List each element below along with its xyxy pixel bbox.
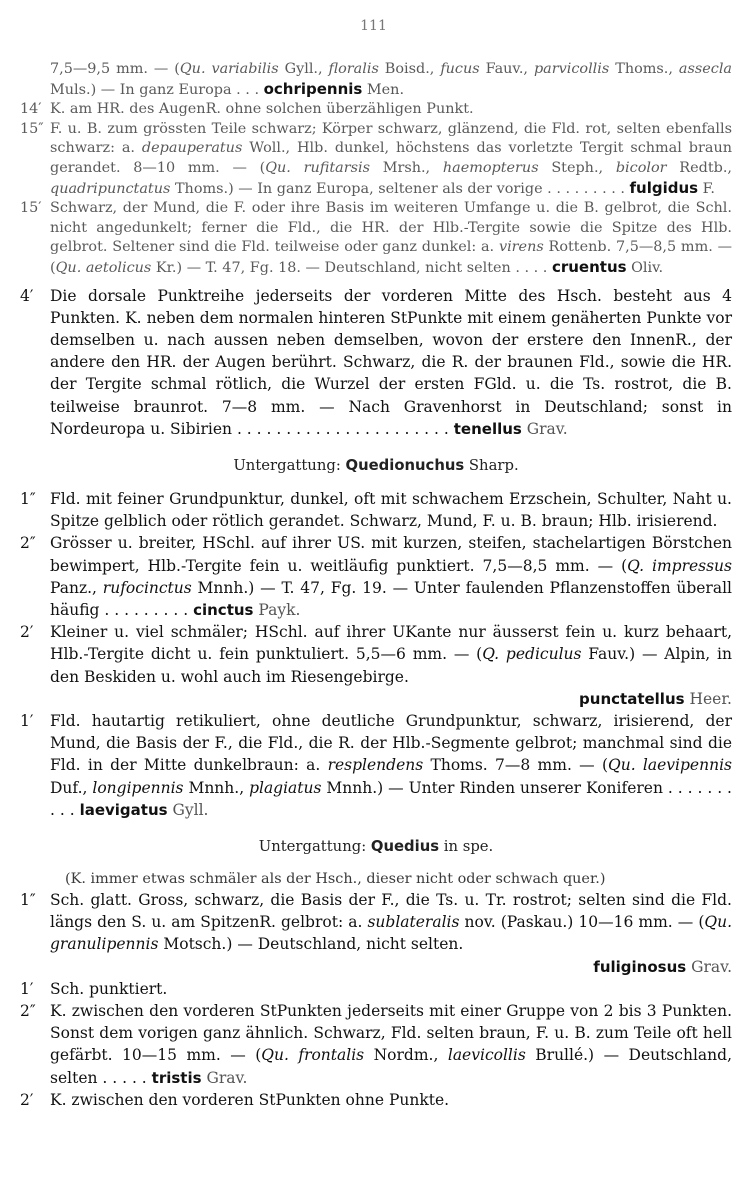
entry-text: Motsch.) — Deutschland, nicht selten. [158, 935, 464, 954]
key-entry [20, 199, 732, 278]
species-author: Men. [362, 81, 405, 98]
key-entry [20, 621, 732, 710]
entry-text: Boisd., [378, 61, 441, 77]
species-label [629, 178, 716, 197]
species-synonym: laevicollis [447, 1046, 526, 1065]
key-entry [20, 120, 732, 199]
entry-text: Die dorsale Punktreihe jederseits der vorderen Mitte des Hsch. besteht aus 4 Punkten. K. neben dem normalen hinteren StPunkte mit einem genäherten Punkte vor demselben u. nach aussen neben demselben, wovon der erstere den InnenR., der andere den HR. der Augen berührt. Schwarz, die R. der braunen Fld., sowie die HR. der Tergite schmal rötlich, die Wurzel der ersten FGld. u. die Ts. rostrot, die B. teilweise braunrot. 7—8 mm. — Nach Gravenhorst in Deutschland; sonst in Nordeuropa u. Sibirien . . . . . . . . . . . . . . . . . . . . . . [50, 286, 732, 438]
key-entry [20, 978, 732, 1000]
key-number: 1″ [20, 489, 36, 508]
entry-text: 7,5—9,5 mm. — ( [50, 61, 180, 77]
entry-text: nov. (Paskau.) 10—16 mm. — ( [459, 913, 705, 932]
entry-text: Woll., Hlb. dunkel, höchstens das vorletzte Tergit schmal braun gerandet. 8—10 mm. — ( [50, 140, 732, 176]
block-quedius-key-part [20, 60, 732, 279]
subgenus-note: (K. immer etwas schmäler als der Hsch., dieser nicht oder schwach quer.) [65, 871, 606, 887]
subgenus-prefix: Untergattung: [233, 456, 346, 474]
species-synonym: Qu. rufitarsis [265, 159, 370, 176]
species-name: ochripennis [263, 79, 363, 98]
entry-text: K. zwischen den vorderen StPunkten jederseits mit einer Gruppe von 2 bis 3 Punkten. Sonst dem vorigen ganz ähnlich. Schwarz, Fld. selten braun, F. u. B. zum Teile oft hell gefärbt. 10—15 mm. — ( [50, 1002, 732, 1065]
species-label [50, 688, 732, 710]
entry-text: Duf., [50, 778, 93, 797]
entry-text: Mnnh.) — Unter Rinden unserer Koniferen . . . . . . . . . . [50, 778, 732, 819]
species-synonym: Qu. aetolicus [55, 259, 152, 276]
species-synonym: fucus [440, 61, 480, 77]
species-synonym: virens [498, 239, 544, 256]
subgenus-prefix: Untergattung: [258, 838, 371, 855]
entry-text: F. u. B. zum grössten Teile schwarz; Körper schwarz, glänzend, die Fld. rot, selten ebenfalls schwarz: a. [50, 120, 732, 157]
entry-text: Sch. glatt. Gross, schwarz, die Basis der F., die Ts. u. Tr. rostrot; selten sind die Fld. längs den S. u. am SpitzenR. gelbrot: a. [50, 891, 732, 932]
key-entry [20, 1089, 732, 1111]
species-name: laevigatus [79, 800, 168, 819]
key-entry [20, 100, 732, 120]
key-number: 4′ [20, 286, 34, 305]
key-number: 15″ [20, 120, 44, 137]
entry-text: Panz., [50, 578, 103, 597]
key-entry [20, 710, 732, 821]
key-number: 1″ [20, 891, 36, 909]
species-author: Grav. [201, 1068, 248, 1087]
species-author: Oliv. [626, 259, 664, 276]
species-label [152, 1069, 248, 1087]
species-label [551, 257, 664, 276]
entry-text: Grösser u. breiter, HSchl. auf ihrer US. mit kurzen, steifen, stachelartigen Börstchen bewimpert, Hlb.-Tergite fein u. weitläufig punktiert. 7,5—8,5 mm. — ( [50, 534, 732, 575]
species-synonym: parvicollis [533, 61, 610, 77]
species-synonym: haemopterus [442, 159, 539, 176]
species-author: Grav. [521, 419, 568, 438]
entry-text: Steph., [538, 159, 616, 176]
entry-text: Brullé.) — Deutschland, selten . . . . . [50, 1046, 732, 1087]
key-number: 1′ [20, 979, 34, 998]
species-synonym: plagiatus [249, 778, 322, 797]
species-author: Payk. [253, 600, 301, 619]
entry-text: Fld. hautartig retikuliert, ohne deutliche Grundpunktur, schwarz, irisierend, der Mund, die Basis der F., die Fld., die R. der Hlb.-Segmente gelbrot; manchmal sind die Fld. in der Mitte dunkelbraun: a. [50, 711, 732, 775]
entry-text: Kleiner u. viel schmäler; HSchl. auf ihrer UKante nur äusserst fein u. kurz behaart, Hlb.-Tergite dicht u. fein punktuliert. 5,5—6 mm. — ( [50, 623, 732, 664]
entry-text: Mnnh., [183, 778, 250, 797]
page-number: 111 [360, 18, 387, 34]
key-entry [20, 488, 732, 532]
species-synonym: assecla [678, 61, 732, 77]
key-number: 2″ [20, 1002, 36, 1021]
key-number: 2″ [20, 534, 36, 553]
species-synonym: rufocinctus [102, 578, 192, 597]
species-name: fulgidus [629, 178, 699, 197]
key-number: 2′ [20, 623, 34, 642]
subgenus-name: Quedius [370, 838, 440, 855]
entry-text: Nordm., [364, 1046, 448, 1065]
species-synonym: resplendens [327, 756, 424, 775]
species-synonym: longipennis [92, 778, 184, 797]
entry-text: Rottenb. 7,5—8,5 mm. — ( [50, 239, 732, 276]
entry-text: K. am HR. des AugenR. ohne solchen überzähligen Punkt. [50, 101, 474, 118]
subgenus-heading-quedius [20, 837, 732, 857]
key-entry [20, 889, 732, 978]
key-entry [20, 285, 732, 440]
entry-text: Fauv.) — Alpin, in den Beskiden u. wohl auch im Riesengebirge. [50, 645, 732, 686]
species-synonym: depauperatus [141, 140, 243, 157]
species-synonym: floralis [328, 61, 379, 77]
key-number: 2′ [20, 1090, 34, 1109]
species-name: tristis [151, 1068, 202, 1087]
entry-text: Fauv., [479, 61, 534, 77]
species-name: tenellus [453, 419, 522, 438]
key-entry [20, 1000, 732, 1089]
entry-text: Fld. mit feiner Grundpunktur, dunkel, oft mit schwachem Erzschein, Schulter, Naht u. Spitze gelblich oder rötlich gerandet. Schwarz, Mund, F. u. B. braun; Hlb. irisierend. [50, 489, 732, 531]
entry-text: Redtb., [666, 159, 732, 176]
entry-text: Thoms. 7—8 mm. — ( [423, 756, 609, 775]
subgenus-author: in spe. [439, 838, 494, 855]
species-synonym: bicolor [615, 159, 667, 176]
entry-text: Mrsh., [369, 159, 443, 176]
species-synonym: Qu. laevipennis [608, 756, 732, 775]
species-synonym: Qu. granulipennis [50, 913, 732, 954]
species-name: cruentus [551, 257, 627, 276]
species-label [454, 420, 568, 438]
species-synonym: sublateralis [367, 913, 460, 932]
entry-text: Sch. punktiert. [50, 979, 168, 998]
key-entry [20, 60, 732, 100]
key-number: 14′ [20, 101, 42, 118]
species-synonym: Q. pediculus [482, 645, 582, 664]
species-label [193, 601, 300, 619]
species-synonym: Qu. variabilis [179, 61, 279, 77]
entry-text: Kr.) — T. 47, Fg. 18. — Deutschland, nicht selten . . . . [151, 259, 552, 276]
species-author: F. [698, 180, 716, 197]
species-synonym: Q. impressus [627, 556, 732, 575]
key-number: 1′ [20, 711, 34, 730]
entry-text: Mnnh.) — T. 47, Fg. 19. — Unter faulenden Pflanzenstoffen überall häufig . . . . . . . . . [50, 578, 733, 619]
species-label [50, 956, 732, 978]
entry-text: Thoms.) — In ganz Europa, seltener als der vorige . . . . . . . . . [170, 180, 630, 197]
species-name: cinctus [193, 600, 254, 619]
entry-text: Muls.) — In ganz Europa . . . [50, 81, 264, 98]
species-name: punctatellus [579, 689, 685, 708]
species-author: Heer. [684, 689, 732, 708]
key-number: 15′ [20, 200, 42, 217]
key-entry [20, 532, 732, 621]
block-tenellus [20, 285, 732, 440]
subgenus-heading-quedionuchus [20, 456, 732, 476]
entry-text: Schwarz, der Mund, die F. oder ihre Basis im weiteren Umfange u. die B. gelbrot, die Schl. nicht angedunkelt; ferner die Fld., die HR. der Hlb.-Tergite sowie die Spitze des Hlb. gelbrot. Seltener sind die Fld. teilweise oder ganz dunkel: a. [50, 200, 732, 256]
species-author: Grav. [686, 957, 732, 976]
species-synonym: quadripunctatus [50, 180, 171, 197]
species-name: fuliginosus [593, 957, 687, 976]
subgenus-author: Sharp. [464, 456, 519, 474]
species-author: Gyll. [167, 800, 209, 819]
block-quedius [20, 889, 732, 1111]
entry-text: Thoms., [609, 61, 679, 77]
block-quedionuchus [20, 488, 732, 821]
species-synonym: Qu. frontalis [261, 1046, 365, 1065]
entry-text: Gyll., [278, 61, 329, 77]
subgenus-name: Quedionuchus [345, 456, 465, 474]
species-label [263, 79, 405, 98]
species-label [80, 801, 209, 819]
entry-text: K. zwischen den vorderen StPunkten ohne Punkte. [50, 1090, 450, 1109]
key-entries [20, 60, 732, 1111]
